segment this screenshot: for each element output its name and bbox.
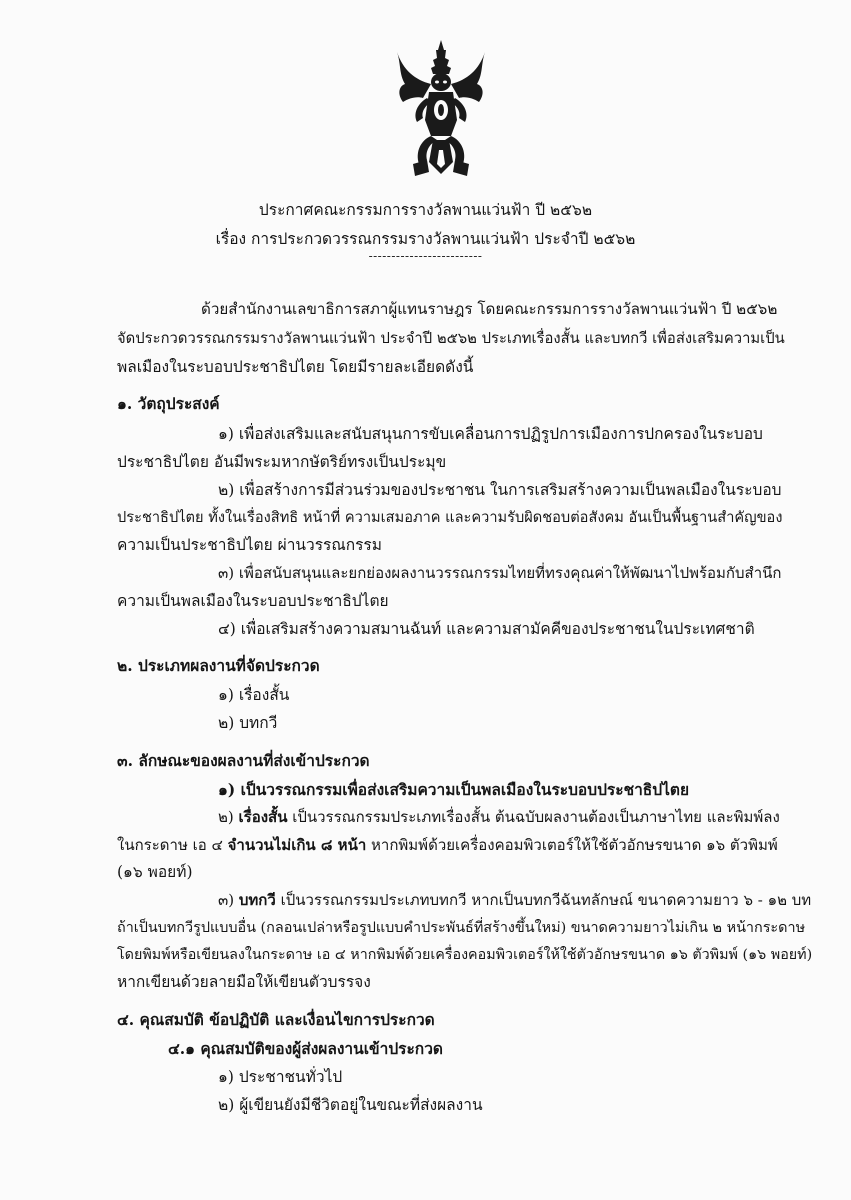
feature-2-page-limit: จำนวนไม่เกิน ๘ หน้า <box>227 836 367 854</box>
section-4-1-heading: ๔.๑ คุณสมบัติของผู้ส่งผลงานเข้าประกวด <box>168 1039 443 1058</box>
objective-3-line-1: ๓) เพื่อสนับสนุนและยกย่องผลงานวรรณกรรมไทยที่ทรงคุณค่าให้พัฒนาไปพร้อมกับสำนึก <box>218 564 782 582</box>
objective-4: ๔) เพื่อเสริมสร้างความสมานฉันท์ และความสามัคคีของประชาชนในประเทศชาติ <box>218 620 755 638</box>
feature-2-line-3: (๑๖ พอยท์) <box>117 863 193 881</box>
objective-2-line-3: ความเป็นประชาธิปไตย ผ่านวรรณกรรม <box>117 536 382 554</box>
announcement-subject: เรื่อง การประกวดวรรณกรรมรางวัลพานแว่นฟ้า ประจำปี ๒๕๖๒ <box>215 230 636 248</box>
feature-3-text: เป็นวรรณกรรมประเภทบทกวี หากเป็นบทกวีฉันทลักษณ์ ขนาดความยาว ๖ - ๑๒ บท <box>275 891 812 909</box>
objective-2-line-2: ประชาธิปไตย ทั้งในเรื่องสิทธิ หน้าที่ ความเสมอภาค และความรับผิดชอบต่อสังคม อันเป็นพื้นฐานสำคัญของ <box>117 509 783 526</box>
section-4-heading: ๔. คุณสมบัติ ข้อปฏิบัติ และเงื่อนไขการประกวด <box>117 1010 435 1029</box>
section-3-heading: ๓. ลักษณะของผลงานที่ส่งเข้าประกวด <box>117 751 370 770</box>
announcement-title: ประกาศคณะกรรมการรางวัลพานแว่นฟ้า ปี ๒๕๖๒ <box>258 201 593 219</box>
intro-line-2: จัดประกวดวรรณกรรมรางวัลพานแว่นฟ้า ประจำปี ๒๕๖๒ ประเภทเรื่องสั้น และบทกวี เพื่อส่งเสริมความเป็น <box>117 330 785 347</box>
feature-2-line-2 <box>117 835 778 855</box>
category-poem: ๒) บทกวี <box>218 714 278 732</box>
category-short-story: ๑) เรื่องสั้น <box>218 686 290 704</box>
objective-1-line-1: ๑) เพื่อส่งเสริมและสนับสนุนการขับเคลื่อนการปฏิรูปการเมืองการปกครองในระบอบ <box>218 425 763 443</box>
feature-3-number: ๓) <box>218 891 239 909</box>
feature-3-line-2: ถ้าเป็นบทกวีรูปแบบอื่น (กลอนเปล่าหรือรูปแบบคำประพันธ์ที่สร้างขึ้นใหม่) ขนาดความยาวไม่เกิน ๒ หน้ากระดาษ <box>117 920 806 936</box>
header-divider: ------------------------- <box>368 249 483 263</box>
feature-2-label: เรื่องสั้น <box>238 808 288 826</box>
feature-3-line-4: หากเขียนด้วยลายมือให้เขียนตัวบรรจง <box>117 973 371 991</box>
garuda-emblem <box>393 40 489 180</box>
feature-2-number: ๒) <box>218 808 239 826</box>
intro-line-3: พลเมืองในระบอบประชาธิปไตย โดยมีรายละเอียดดังนี้ <box>117 358 474 376</box>
objective-2-line-1: ๒) เพื่อสร้างการมีส่วนร่วมของประชาชน ในการเสริมสร้างความเป็นพลเมืองในระบอบ <box>218 481 782 499</box>
feature-2-line-1 <box>218 807 780 827</box>
feature-2-text: เป็นวรรณกรรมประเภทเรื่องสั้น ต้นฉบับผลงานต้องเป็นภาษาไทย และพิมพ์ลง <box>287 808 780 826</box>
intro-line-1: ด้วยสำนักงานเลขาธิการสภาผู้แทนราษฎร โดยคณะกรรมการรางวัลพานแว่นฟ้า ปี ๒๕๖๒ <box>201 300 778 318</box>
objective-3-line-2: ความเป็นพลเมืองในระบอบประชาธิปไตย <box>117 592 389 610</box>
section-2-heading: ๒. ประเภทผลงานที่จัดประกวด <box>117 656 320 675</box>
feature-3-line-3: โดยพิมพ์หรือเขียนลงในกระดาษ เอ ๔ หากพิมพ์ด้วยเครื่องคอมพิวเตอร์ให้ใช้ตัวอักษรขนาด ๑๖ ตัวพิมพ์ (๑๖ พอยท์) <box>117 947 813 963</box>
feature-2-paper: ในกระดาษ เอ ๔ <box>117 836 228 854</box>
objective-1-line-2: ประชาธิปไตย อันมีพระมหากษัตริย์ทรงเป็นประมุข <box>117 453 447 471</box>
qualification-2: ๒) ผู้เขียนยังมีชีวิตอยู่ในขณะที่ส่งผลงาน <box>218 1096 483 1114</box>
feature-2-font: หากพิมพ์ด้วยเครื่องคอมพิวเตอร์ให้ใช้ตัวอักษรขนาด ๑๖ ตัวพิมพ์ <box>366 836 778 854</box>
section-1-heading: ๑. วัตถุประสงค์ <box>117 394 220 413</box>
feature-3-label: บทกวี <box>238 891 276 909</box>
feature-1: ๑) เป็นวรรณกรรมเพื่อส่งเสริมความเป็นพลเมืองในระบอบประชาธิปไตย <box>218 780 690 799</box>
qualification-1: ๑) ประชาชนทั่วไป <box>218 1068 343 1086</box>
feature-3-line-1 <box>218 890 811 910</box>
